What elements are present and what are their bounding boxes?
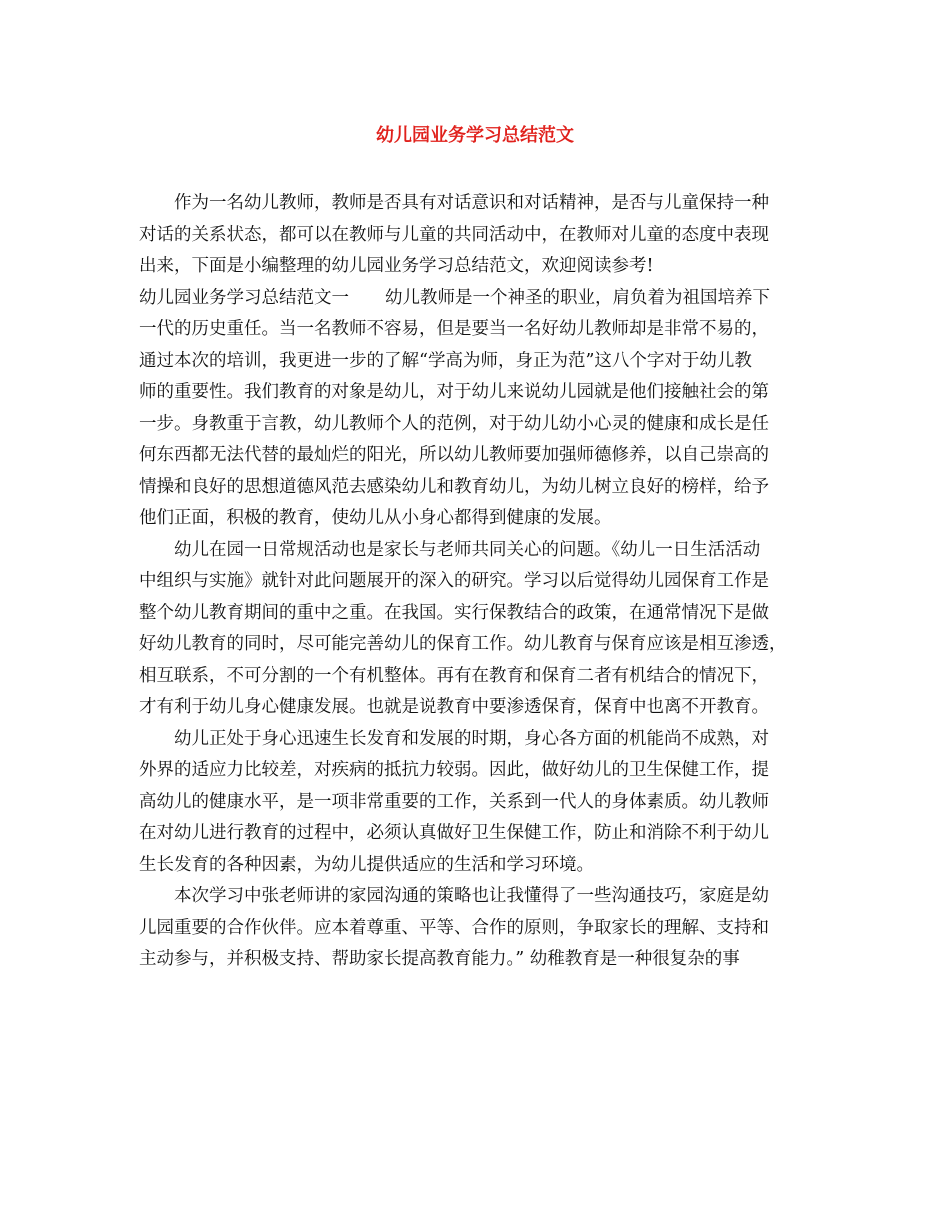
text-line [139,283,829,315]
text-line [139,251,829,283]
line-text: 才有利于幼儿身心健康发展。也就是说教育中要渗透保育，保育中也离不开教育。 [139,697,769,717]
text-line [139,755,829,787]
text-line [139,818,829,850]
text-line [139,314,829,346]
text-line [139,346,829,378]
text-line [139,787,829,819]
line-text: 相互联系，不可分割的一个有机整体。再有在教育和保育二者有机结合的情况下， [139,665,769,686]
line-text: 好幼儿教育的同时，尽可能完善幼儿的保育工作。幼儿教育与保育应该是相互渗透， [139,634,787,654]
line-text: 师的重要性。我们教育的对象是幼儿，对于幼儿来说幼儿园就是他们接触社会的第 [139,382,769,402]
text-line [139,724,829,756]
line-text: 主动参与，并积极支持、帮助家长提高教育能力。” 幼稚教育是一种很复杂的事 [139,949,740,969]
text-line [139,440,829,472]
text-line [139,629,829,661]
line-text: 整个幼儿教育期间的重中之重。在我国。实行保教结合的政策，在通常情况下是做 [139,602,769,623]
line-text: 情操和良好的思想道德风范去感染幼儿和教育幼儿，为幼儿树立良好的榜样，给予 [139,476,769,497]
text-line [139,535,829,567]
text-line [139,188,829,220]
line-text: 通过本次的培训，我更进一步的了解“学高为师，身正为范”这八个字对于幼儿教 [139,350,752,371]
document-title: 幼儿园业务学习总结范文 [376,125,574,146]
text-line [139,661,829,693]
text-line [139,913,829,945]
line-text: 本次学习中张老师讲的家园沟通的策略也让我懂得了一些沟通技巧，家庭是幼 [174,886,769,906]
line-text: 生长发育的各种因素，为幼儿提供适应的生活和学习环境。 [139,854,594,875]
line-text: 一代的历史重任。当一名教师不容易，但是要当一名好幼儿教师却是非常不易的， [139,319,769,339]
text-line [139,220,829,252]
text-line [139,692,829,724]
document-body [139,188,829,976]
line-text: 对话的关系状态，都可以在教师与儿童的共同活动中，在教师对儿童的态度中表现 [139,224,769,245]
text-line [139,409,829,441]
line-text: 高幼儿的健康水平，是一项非常重要的工作，关系到一代人的身体素质。幼儿教师 [139,791,769,812]
line-text: 幼儿教师是一个神圣的职业，肩负着为祖国培养下 [385,287,770,308]
text-line [139,850,829,882]
line-text: 儿园重要的合作伙伴。应本着尊重、平等、合作的原则，争取家长的理解、支持和 [139,917,769,938]
text-line [139,377,829,409]
text-line [139,503,829,535]
line-text: 作为一名幼儿教师，教师是否具有对话意识和对话精神，是否与儿童保持一种 [174,193,769,213]
text-line [139,566,829,598]
line-text: 出来，下面是小编整理的幼儿园业务学习总结范文，欢迎阅读参考! [139,256,654,276]
text-line [139,944,829,976]
line-text: 中组织与实施》就针对此问题展开的深入的研究。学习以后觉得幼儿园保育工作是 [139,571,769,591]
line-text: 在对幼儿进行教育的过程中，必须认真做好卫生保健工作，防止和消除不利于幼儿 [139,823,769,843]
line-text: 一步。身教重于言教，幼儿教师个人的范例，对于幼儿幼小心灵的健康和成长是任 [139,413,769,434]
line-text: 外界的适应力比较差，对疾病的抵抗力较弱。因此，做好幼儿的卫生保健工作，提 [139,760,769,780]
text-line [139,881,829,913]
text-line [139,598,829,630]
line-text: 幼儿正处于身心迅速生长发育和发展的时期，身心各方面的机能尚不成熟，对 [174,728,769,749]
section-heading: 幼儿园业务学习总结范文一 [139,287,349,308]
text-line [139,472,829,504]
line-text: 他们正面，积极的教育，使幼儿从小身心都得到健康的发展。 [139,508,612,528]
line-text: 何东西都无法代替的最灿烂的阳光，所以幼儿教师要加强师德修养，以自己崇高的 [139,445,769,465]
line-text: 幼儿在园一日常规活动也是家长与老师共同关心的问题。《幼儿一日生活活动 [174,539,761,560]
